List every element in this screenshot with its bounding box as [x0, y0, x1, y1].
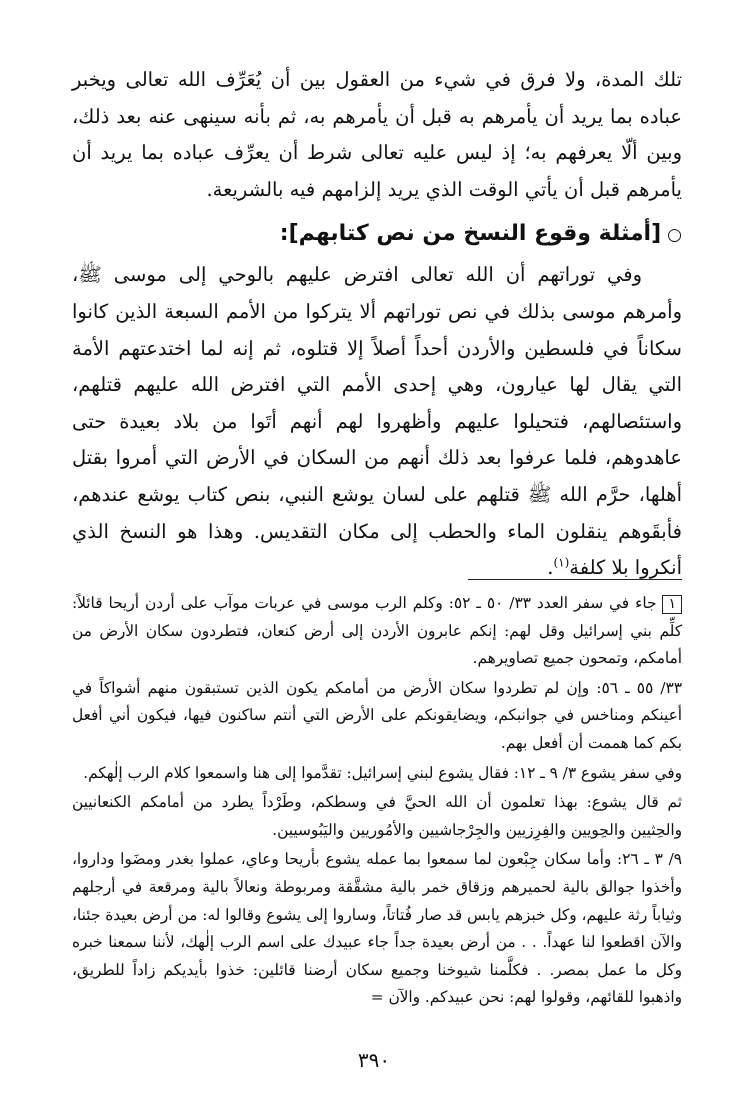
- footnote-number-box: ١: [662, 595, 682, 614]
- footnote-1-text: جاء في سفر العدد ٣٣/ ٥٠ ـ ٥٢: وكلم الرب موسى في عربات موآب على أردن أريحا قائلاً: كلِّم بني إسرائيل وقل لهم: إنكم عابرون الأردن إلى أرض كنعان، فتطردون سكان الأرض من أمامكم، وتمحون جميع تصاويرهم.: [72, 594, 682, 668]
- footnote-1-continued-b: وفي سفر يشوع ٣/ ٩ ـ ١٢: فقال يشوع لبني إسرائيل: تقدَّموا إلى هنا واسمعوا كلام الرب إلٰهكم.: [83, 763, 682, 782]
- footnote-1-continued-a: ٣٣/ ٥٥ ـ ٥٦: وإن لم تطردوا سكان الأرض من أمامكم يكون الذين تستبقون منهم أشواكاً في أعينكم ومناخس في جوانبكم، ويضايقونكم على الأرض التي أنتم ساكنون فيها، فيكون أني أفعل بكم كما هممت أن أفعل بهم.: [72, 678, 682, 752]
- paragraph-opening: تلك المدة، ولا فرق في شيء من العقول بين أن يُعَرِّف الله تعالى ويخبر عباده بما يريد أن يأمرهم به قبل أن يأمرهم به، ثم بأنه سينهى عنه بعد ذلك، وبين ألّا يعرفهم به؛ إذ ليس عليه تعالى شرط أن يعرِّف عباده بما يريد أن يأمرهم قبل أن يأتي الوقت الذي يريد إلزامهم فيه بالشريعة.: [72, 68, 682, 201]
- footnote-1: [72, 590, 682, 673]
- page-number: ٣٩٠: [357, 1048, 391, 1072]
- footnote-1-continued-c: ثم قال يشوع: بهذا تعلمون أن الله الحيَّ في وسطكم، وطَرْداً يطرد من أمامكم الكنعانيين والحِثيين والحِويين والفِرِزيين والجِرْجاشيين والأمُوريين واليَبُوسيين.: [72, 793, 682, 839]
- heading-bullet-icon: ○: [667, 225, 682, 246]
- section-heading-text: [أمثلة وقوع النسخ من نص كتابهم]:: [279, 221, 662, 247]
- section-heading: [72, 214, 682, 255]
- footnote-separator: [468, 579, 682, 580]
- paragraph-torah-end: .: [547, 556, 554, 580]
- footnote-1-continued-d: ٩/ ٣ ـ ٢٦: وأما سكان جِبْعون لما سمعوا بما عمله يشوع بأريحا وعاي، عملوا بغدر ومضَوا وداروا، وأخذوا جوالق بالية لحميرهم وزقاق خمر بالية مشقَّقة ومربوطة ونعالاً بالية ومرقعة في أرجلهم وثياباً رثة عليهم، وكل خبزهم يابس قد صار فُتاتاً، وساروا إلى يشوع وقالوا له: من أرض بعيدة جئنا، والآن اقطعوا لنا عهداً. . . من أرض بعيدة جداً جاء عبيدك على اسم الرب إلٰهك، لأننا سمعنا خبره وكل ما عمل بمصر. . فكلَّمنا شيوخنا وجميع سكان أرضنا قائلين: خذوا بأيديكم زاداً للطريق، واذهبوا للقائهم، وقولوا لهم: نحن عبيدكم. والآن =: [72, 850, 682, 1007]
- footnotes: [72, 590, 682, 1014]
- paragraph-torah-text: وفي توراتهم أن الله تعالى افترض عليهم بالوحي إلى موسى ﷺ، وأمرهم موسى بذلك في نص توراتهم ألا يتركوا من الأمم السبعة الذين كانوا سكاناً في فلسطين والأردن أحداً أصلاً إلا قتلوه، ثم إنه لما اختدعتهم الأمة التي يقال لها عيارون، وهي إحدى الأمم التي افترض الله عليهم قتلهم، واستئصالهم، فتحيلوا عليهم وأظهروا لهم أنهم أتَوا من بلاد بعيدة حتى عاهدوهم، فلما عرفوا بعد ذلك أنهم من السكان في الأرض التي أمروا بقتل أهلها، حرَّم الله ﷺ قتلهم على لسان يوشع النبي، بنص كتاب يوشع عندهم، فأبقَوهم ينقلون الماء والحطب إلى مكان التقديس. وهذا هو النسخ الذي أنكروا بلا كلفة: [72, 263, 682, 580]
- footnote-reference: (١): [553, 555, 570, 570]
- paragraph-torah: [72, 257, 682, 586]
- main-text: [72, 62, 682, 587]
